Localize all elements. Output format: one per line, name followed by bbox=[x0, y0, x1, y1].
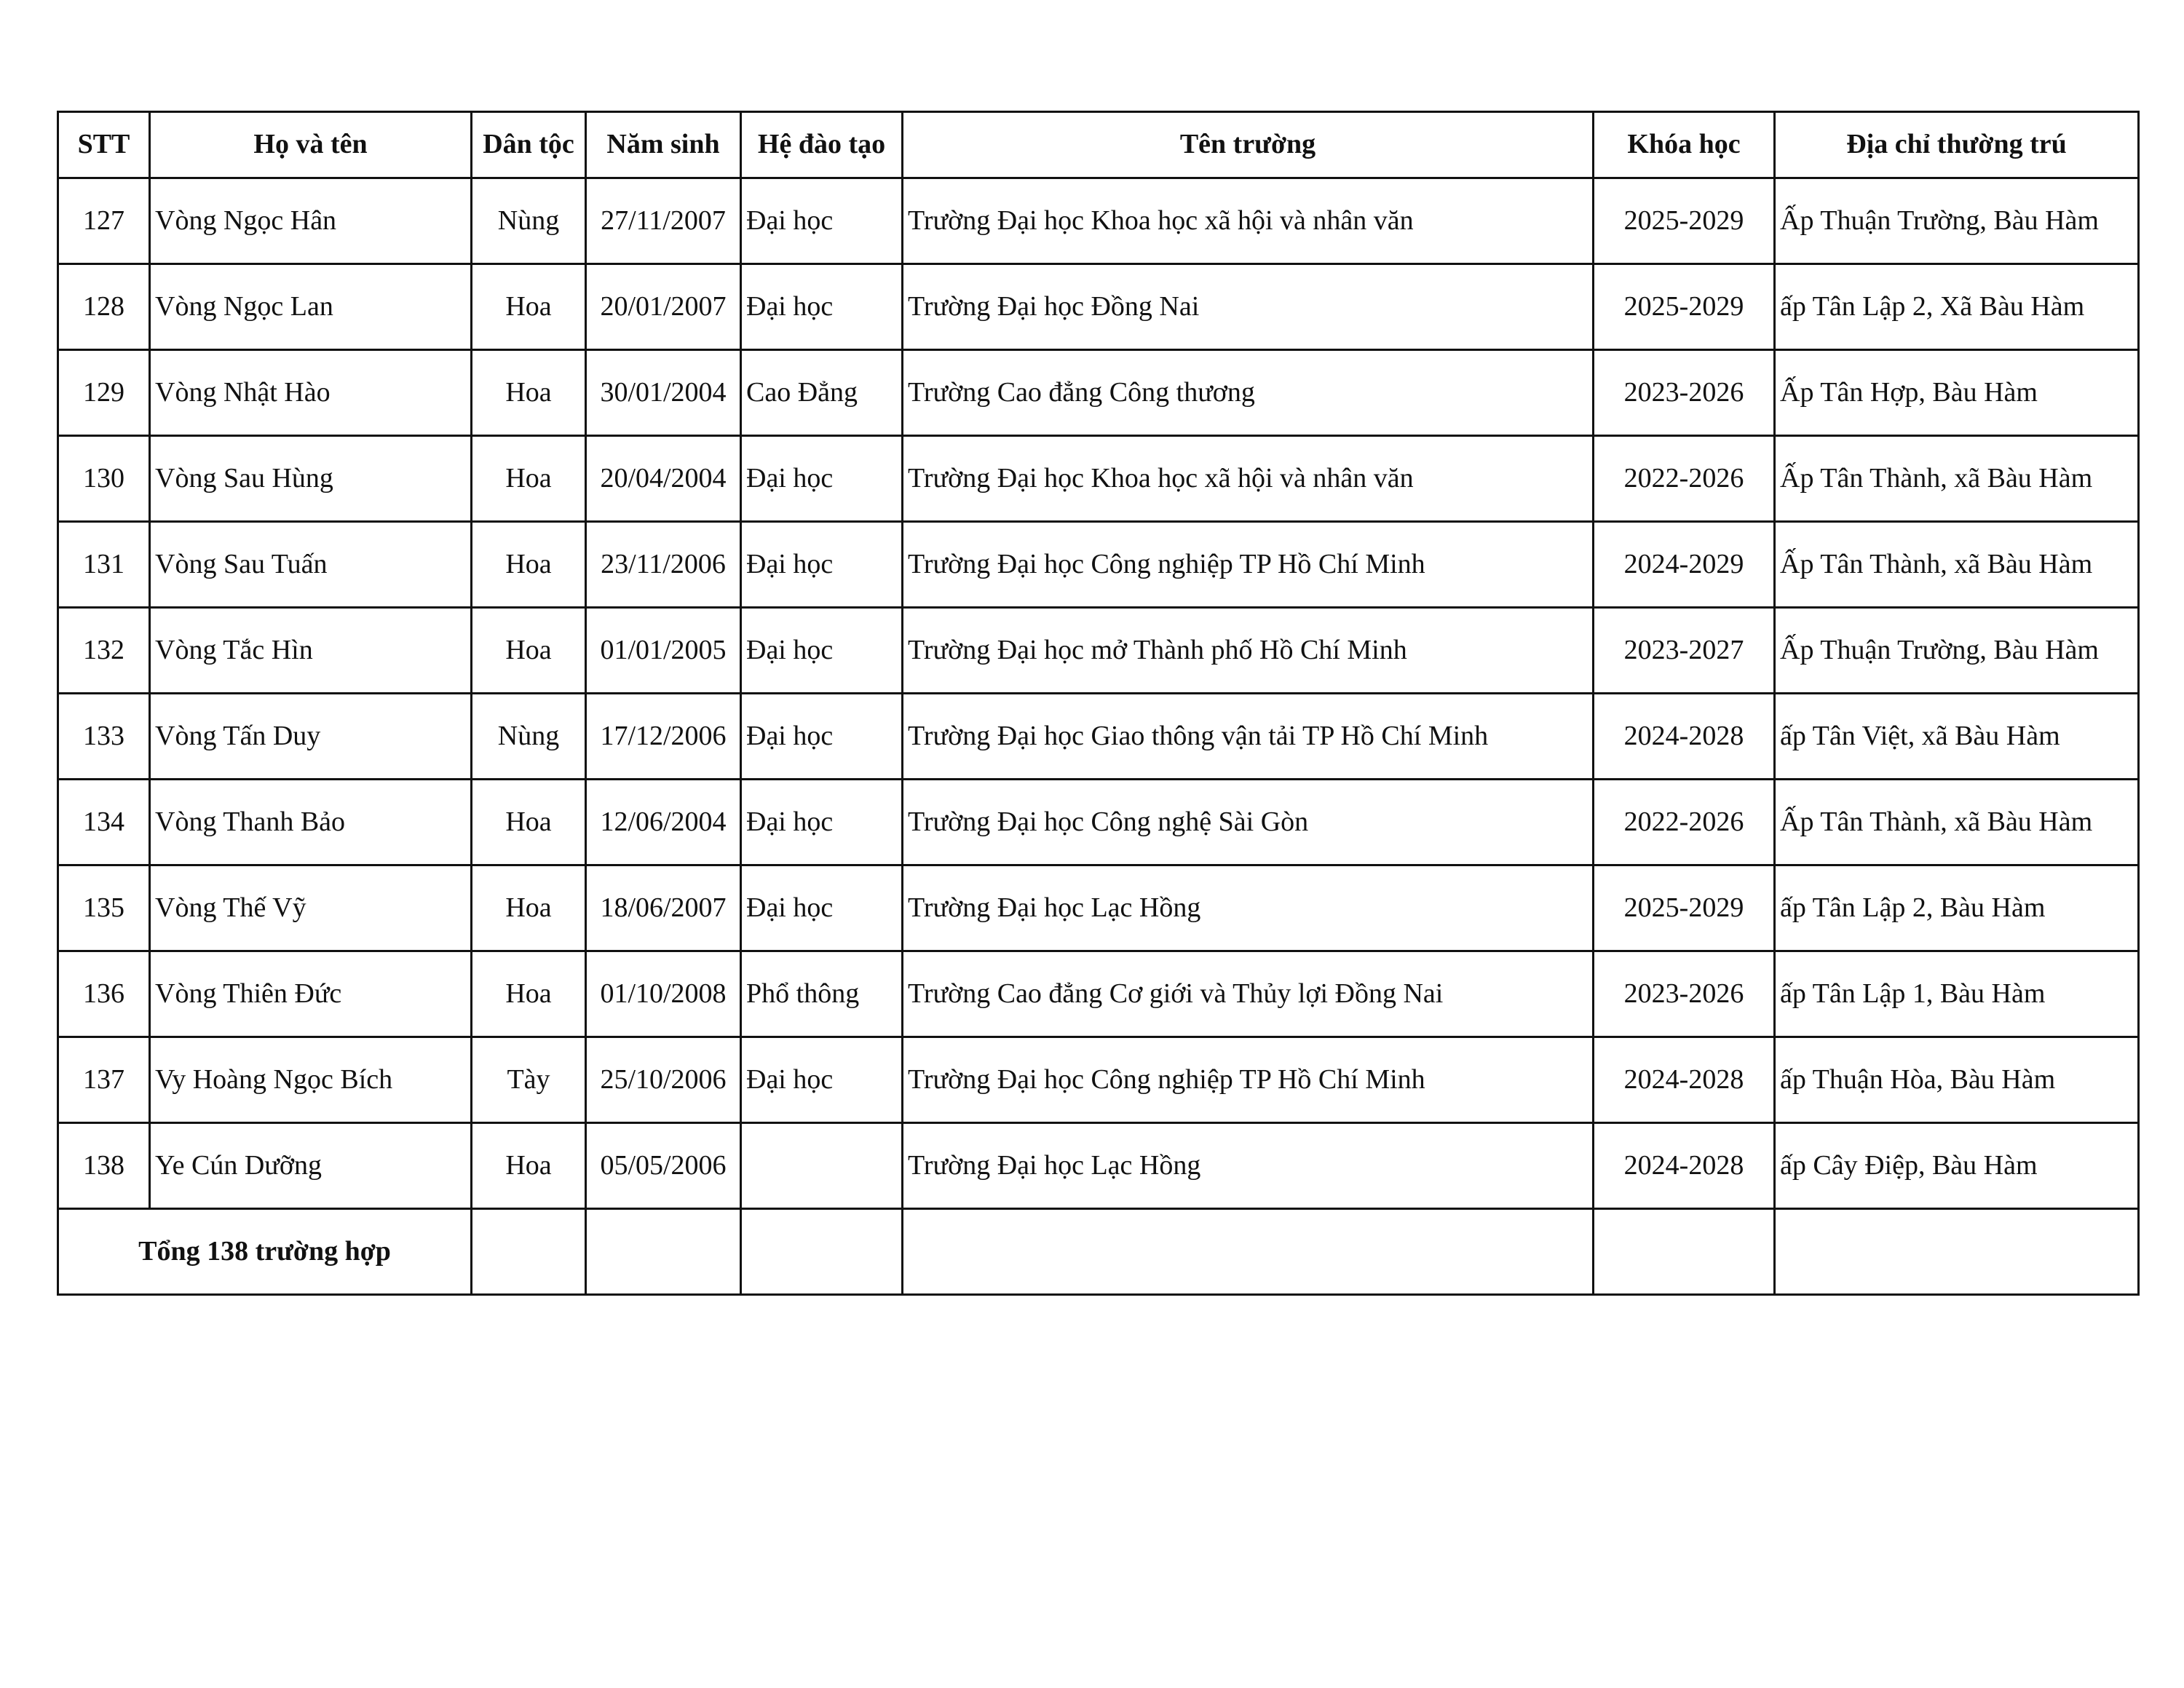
cell-course: 2023-2026 bbox=[1594, 951, 1775, 1037]
cell-address: Ấp Tân Thành, xã Bàu Hàm bbox=[1775, 522, 2139, 608]
cell-address: ấp Tân Lập 1, Bàu Hàm bbox=[1775, 951, 2139, 1037]
cell-stt: 128 bbox=[58, 264, 150, 350]
table-row bbox=[58, 951, 2139, 1037]
cell-address: ấp Cây Điệp, Bàu Hàm bbox=[1775, 1123, 2139, 1209]
cell-stt: 138 bbox=[58, 1123, 150, 1209]
cell-birth-date: 01/10/2008 bbox=[586, 951, 741, 1037]
cell-address: Ấp Thuận Trường, Bàu Hàm bbox=[1775, 608, 2139, 694]
cell-birth-date: 30/01/2004 bbox=[586, 350, 741, 436]
cell-ethnicity: Nùng bbox=[472, 694, 586, 780]
cell-birth-date: 25/10/2006 bbox=[586, 1037, 741, 1123]
cell-stt: 129 bbox=[58, 350, 150, 436]
cell-ethnicity: Hoa bbox=[472, 1123, 586, 1209]
cell-school-name: Trường Đại học Công nghiệp TP Hồ Chí Minh bbox=[903, 522, 1594, 608]
cell-full-name: Vòng Thế Vỹ bbox=[150, 865, 472, 951]
cell-school-name: Trường Đại học Lạc Hồng bbox=[903, 865, 1594, 951]
cell-stt: 137 bbox=[58, 1037, 150, 1123]
cell-birth-date: 20/04/2004 bbox=[586, 436, 741, 522]
header-course: Khóa học bbox=[1594, 112, 1775, 178]
cell-school-name: Trường Đại học Lạc Hồng bbox=[903, 1123, 1594, 1209]
header-full-name: Họ và tên bbox=[150, 112, 472, 178]
total-empty-cell bbox=[472, 1209, 586, 1295]
cell-address: ấp Thuận Hòa, Bàu Hàm bbox=[1775, 1037, 2139, 1123]
cell-stt: 131 bbox=[58, 522, 150, 608]
total-empty-cell bbox=[741, 1209, 903, 1295]
cell-course: 2022-2026 bbox=[1594, 436, 1775, 522]
cell-address: ấp Tân Lập 2, Bàu Hàm bbox=[1775, 865, 2139, 951]
cell-course: 2024-2028 bbox=[1594, 1123, 1775, 1209]
total-empty-cell bbox=[903, 1209, 1594, 1295]
cell-address: Ấp Tân Hợp, Bàu Hàm bbox=[1775, 350, 2139, 436]
cell-address: ấp Tân Việt, xã Bàu Hàm bbox=[1775, 694, 2139, 780]
cell-school-name: Trường Đại học mở Thành phố Hồ Chí Minh bbox=[903, 608, 1594, 694]
cell-school-name: Trường Đại học Đồng Nai bbox=[903, 264, 1594, 350]
cell-ethnicity: Hoa bbox=[472, 865, 586, 951]
cell-address: Ấp Thuận Trường, Bàu Hàm bbox=[1775, 178, 2139, 264]
cell-full-name: Vòng Tấn Duy bbox=[150, 694, 472, 780]
header-training-level: Hệ đào tạo bbox=[741, 112, 903, 178]
total-row bbox=[58, 1209, 2139, 1295]
header-row bbox=[58, 112, 2139, 178]
cell-course: 2023-2026 bbox=[1594, 350, 1775, 436]
cell-ethnicity: Tày bbox=[472, 1037, 586, 1123]
cell-training-level bbox=[741, 1123, 903, 1209]
cell-stt: 134 bbox=[58, 780, 150, 865]
cell-birth-date: 01/01/2005 bbox=[586, 608, 741, 694]
cell-ethnicity: Hoa bbox=[472, 522, 586, 608]
cell-course: 2024-2029 bbox=[1594, 522, 1775, 608]
cell-course: 2022-2026 bbox=[1594, 780, 1775, 865]
cell-stt: 133 bbox=[58, 694, 150, 780]
cell-birth-date: 18/06/2007 bbox=[586, 865, 741, 951]
cell-training-level: Đại học bbox=[741, 436, 903, 522]
cell-training-level: Đại học bbox=[741, 1037, 903, 1123]
header-stt: STT bbox=[58, 112, 150, 178]
cell-ethnicity: Hoa bbox=[472, 264, 586, 350]
table-row bbox=[58, 865, 2139, 951]
cell-school-name: Trường Cao đẳng Cơ giới và Thủy lợi Đồng Nai bbox=[903, 951, 1594, 1037]
cell-course: 2023-2027 bbox=[1594, 608, 1775, 694]
cell-address: ấp Tân Lập 2, Xã Bàu Hàm bbox=[1775, 264, 2139, 350]
cell-school-name: Trường Đại học Công nghiệp TP Hồ Chí Minh bbox=[903, 1037, 1594, 1123]
table-row bbox=[58, 178, 2139, 264]
cell-birth-date: 12/06/2004 bbox=[586, 780, 741, 865]
cell-ethnicity: Hoa bbox=[472, 780, 586, 865]
header-ethnicity: Dân tộc bbox=[472, 112, 586, 178]
table-row bbox=[58, 350, 2139, 436]
table-row bbox=[58, 436, 2139, 522]
cell-training-level: Đại học bbox=[741, 264, 903, 350]
header-address: Địa chỉ thường trú bbox=[1775, 112, 2139, 178]
student-list-table bbox=[57, 111, 2140, 1296]
cell-birth-date: 27/11/2007 bbox=[586, 178, 741, 264]
cell-training-level: Đại học bbox=[741, 865, 903, 951]
cell-full-name: Vòng Ngọc Hân bbox=[150, 178, 472, 264]
cell-birth-date: 20/01/2007 bbox=[586, 264, 741, 350]
cell-stt: 136 bbox=[58, 951, 150, 1037]
cell-ethnicity: Hoa bbox=[472, 436, 586, 522]
cell-training-level: Phổ thông bbox=[741, 951, 903, 1037]
cell-address: Ấp Tân Thành, xã Bàu Hàm bbox=[1775, 780, 2139, 865]
cell-birth-date: 05/05/2006 bbox=[586, 1123, 741, 1209]
total-empty-cell bbox=[586, 1209, 741, 1295]
cell-course: 2024-2028 bbox=[1594, 1037, 1775, 1123]
table-row bbox=[58, 522, 2139, 608]
cell-birth-date: 23/11/2006 bbox=[586, 522, 741, 608]
cell-ethnicity: Hoa bbox=[472, 350, 586, 436]
cell-course: 2024-2028 bbox=[1594, 694, 1775, 780]
cell-birth-date: 17/12/2006 bbox=[586, 694, 741, 780]
total-empty-cell bbox=[1594, 1209, 1775, 1295]
cell-course: 2025-2029 bbox=[1594, 865, 1775, 951]
cell-training-level: Đại học bbox=[741, 608, 903, 694]
cell-school-name: Trường Đại học Công nghệ Sài Gòn bbox=[903, 780, 1594, 865]
cell-ethnicity: Hoa bbox=[472, 608, 586, 694]
cell-training-level: Cao Đẳng bbox=[741, 350, 903, 436]
header-birth-date: Năm sinh bbox=[586, 112, 741, 178]
cell-school-name: Trường Đại học Giao thông vận tải TP Hồ Chí Minh bbox=[903, 694, 1594, 780]
cell-training-level: Đại học bbox=[741, 178, 903, 264]
cell-training-level: Đại học bbox=[741, 694, 903, 780]
table-row bbox=[58, 780, 2139, 865]
cell-course: 2025-2029 bbox=[1594, 264, 1775, 350]
cell-full-name: Ye Cún Dưỡng bbox=[150, 1123, 472, 1209]
table-row bbox=[58, 608, 2139, 694]
table-row bbox=[58, 1037, 2139, 1123]
cell-stt: 135 bbox=[58, 865, 150, 951]
cell-stt: 130 bbox=[58, 436, 150, 522]
cell-training-level: Đại học bbox=[741, 780, 903, 865]
cell-stt: 127 bbox=[58, 178, 150, 264]
cell-course: 2025-2029 bbox=[1594, 178, 1775, 264]
cell-address: Ấp Tân Thành, xã Bàu Hàm bbox=[1775, 436, 2139, 522]
cell-full-name: Vòng Ngọc Lan bbox=[150, 264, 472, 350]
table-row bbox=[58, 694, 2139, 780]
cell-full-name: Vòng Thiên Đức bbox=[150, 951, 472, 1037]
cell-ethnicity: Hoa bbox=[472, 951, 586, 1037]
cell-ethnicity: Nùng bbox=[472, 178, 586, 264]
cell-full-name: Vòng Thanh Bảo bbox=[150, 780, 472, 865]
cell-school-name: Trường Đại học Khoa học xã hội và nhân văn bbox=[903, 436, 1594, 522]
header-school-name: Tên trường bbox=[903, 112, 1594, 178]
cell-full-name: Vòng Nhật Hào bbox=[150, 350, 472, 436]
cell-school-name: Trường Cao đẳng Công thương bbox=[903, 350, 1594, 436]
total-empty-cell bbox=[1775, 1209, 2139, 1295]
cell-full-name: Vòng Sau Tuấn bbox=[150, 522, 472, 608]
cell-training-level: Đại học bbox=[741, 522, 903, 608]
total-label: Tổng 138 trường hợp bbox=[58, 1209, 472, 1295]
table-body bbox=[58, 178, 2139, 1209]
cell-full-name: Vy Hoàng Ngọc Bích bbox=[150, 1037, 472, 1123]
cell-school-name: Trường Đại học Khoa học xã hội và nhân văn bbox=[903, 178, 1594, 264]
cell-stt: 132 bbox=[58, 608, 150, 694]
table-row bbox=[58, 1123, 2139, 1209]
cell-full-name: Vòng Sau Hùng bbox=[150, 436, 472, 522]
cell-full-name: Vòng Tắc Hìn bbox=[150, 608, 472, 694]
table-row bbox=[58, 264, 2139, 350]
